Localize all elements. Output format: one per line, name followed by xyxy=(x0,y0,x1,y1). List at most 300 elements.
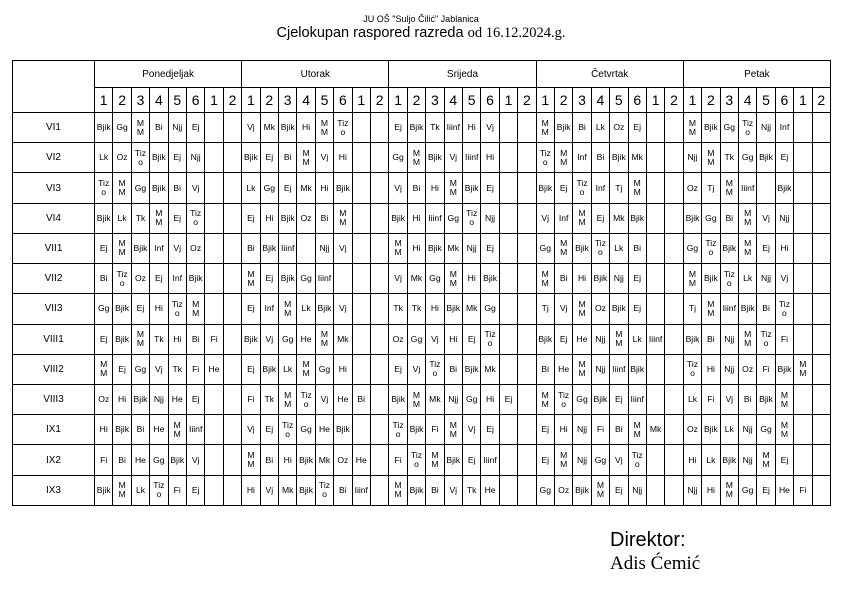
schedule-cell: Tiz o xyxy=(720,264,738,294)
schedule-cell: Hi xyxy=(462,264,480,294)
schedule-cell: M M xyxy=(186,294,204,324)
schedule-cell xyxy=(665,324,684,354)
schedule-cell: M M xyxy=(113,233,131,263)
schedule-cell xyxy=(352,324,370,354)
schedule-cell: Tiz o xyxy=(186,203,204,233)
day-header: Srijeda xyxy=(389,61,536,88)
schedule-cell xyxy=(812,445,830,475)
schedule-cell: Njj xyxy=(186,143,204,173)
schedule-cell: Mk xyxy=(628,143,646,173)
schedule-cell: Oz xyxy=(683,415,701,445)
schedule-cell xyxy=(370,445,388,475)
schedule-cell: Bjik xyxy=(683,324,701,354)
schedule-cell: Bi xyxy=(757,294,775,324)
schedule-cell xyxy=(370,475,388,505)
schedule-cell xyxy=(370,294,388,324)
schedule-cell: Ej xyxy=(481,173,499,203)
schedule-cell: Tiz o xyxy=(702,233,720,263)
schedule-cell: Bjik xyxy=(389,203,407,233)
schedule-cell: Bi xyxy=(591,143,609,173)
schedule-cell: Tk xyxy=(168,354,186,384)
period-header: 1 xyxy=(536,88,554,113)
schedule-cell: Lk xyxy=(131,475,149,505)
schedule-cell: Bjik xyxy=(407,113,425,143)
schedule-cell xyxy=(223,203,241,233)
schedule-cell: M M xyxy=(610,324,628,354)
schedule-cell: Iiinf xyxy=(720,294,738,324)
period-header: 3 xyxy=(426,88,444,113)
schedule-cell: Tk xyxy=(407,294,425,324)
schedule-cell: M M xyxy=(150,203,168,233)
schedule-cell xyxy=(352,294,370,324)
schedule-cell: Bjik xyxy=(260,233,278,263)
period-header: 2 xyxy=(554,88,572,113)
schedule-cell: Bjik xyxy=(315,294,333,324)
schedule-cell xyxy=(223,173,241,203)
schedule-cell: Vj xyxy=(260,475,278,505)
schedule-cell xyxy=(223,354,241,384)
schedule-cell: Iiinf xyxy=(628,384,646,414)
period-header: 4 xyxy=(738,88,756,113)
schedule-cell: Ej xyxy=(757,475,775,505)
schedule-cell xyxy=(665,143,684,173)
schedule-cell: Oz xyxy=(591,294,609,324)
schedule-cell: Hi xyxy=(150,294,168,324)
schedule-cell: Mk xyxy=(260,113,278,143)
schedule-cell: Ej xyxy=(113,354,131,384)
schedule-cell: Ej xyxy=(757,233,775,263)
schedule-cell: Inf xyxy=(150,233,168,263)
schedule-cell xyxy=(812,233,830,263)
schedule-cell: Ej xyxy=(481,415,499,445)
schedule-cell: Iiinf xyxy=(352,475,370,505)
schedule-cell: Njj xyxy=(757,113,775,143)
schedule-cell: Fi xyxy=(389,445,407,475)
schedule-cell: Ej xyxy=(95,233,113,263)
schedule-cell: Ej xyxy=(462,324,480,354)
schedule-cell: Ej xyxy=(775,445,793,475)
schedule-cell: Ej xyxy=(610,384,628,414)
schedule-cell: M M xyxy=(628,173,646,203)
schedule-cell xyxy=(518,475,536,505)
schedule-cell: M M xyxy=(95,354,113,384)
schedule-cell: Bjik xyxy=(444,294,462,324)
schedule-cell: Tiz o xyxy=(168,294,186,324)
schedule-cell: Gg xyxy=(536,233,554,263)
schedule-cell: Tiz o xyxy=(315,475,333,505)
schedule-cell: Bi xyxy=(407,173,425,203)
schedule-cell: Bjik xyxy=(628,203,646,233)
schedule-cell xyxy=(794,445,812,475)
schedule-cell: Bjik xyxy=(720,445,738,475)
schedule-cell: He xyxy=(554,354,572,384)
schedule-cell: Vj xyxy=(757,203,775,233)
schedule-cell: Mk xyxy=(315,445,333,475)
schedule-cell xyxy=(223,143,241,173)
schedule-cell: Vj xyxy=(186,445,204,475)
schedule-cell: M M xyxy=(757,445,775,475)
schedule-cell: Njj xyxy=(628,475,646,505)
schedule-cell xyxy=(223,475,241,505)
schedule-cell: Inf xyxy=(591,173,609,203)
schedule-cell xyxy=(223,294,241,324)
schedule-cell: M M xyxy=(720,475,738,505)
schedule-cell xyxy=(352,203,370,233)
schedule-cell: Mk xyxy=(426,384,444,414)
schedule-cell: Bi xyxy=(426,475,444,505)
schedule-cell: Bi xyxy=(610,415,628,445)
schedule-cell: Vj xyxy=(720,384,738,414)
class-name: IX1 xyxy=(13,415,95,445)
schedule-cell: Bjik xyxy=(150,173,168,203)
schedule-cell xyxy=(205,445,223,475)
schedule-cell xyxy=(297,233,315,263)
schedule-cell: Gg xyxy=(279,324,297,354)
schedule-cell xyxy=(646,264,664,294)
schedule-cell xyxy=(646,445,664,475)
schedule-cell xyxy=(812,113,830,143)
schedule-cell xyxy=(794,173,812,203)
schedule-cell: M M xyxy=(573,354,591,384)
schedule-cell xyxy=(205,113,223,143)
schedule-cell: Fi xyxy=(794,475,812,505)
schedule-cell: Ej xyxy=(591,203,609,233)
schedule-cell: Inf xyxy=(775,113,793,143)
schedule-cell: Bi xyxy=(738,384,756,414)
schedule-cell: Vj xyxy=(389,264,407,294)
schedule-cell xyxy=(205,143,223,173)
period-header: 2 xyxy=(518,88,536,113)
schedule-cell: M M xyxy=(573,203,591,233)
period-header-row xyxy=(13,88,831,113)
schedule-cell: Bjik xyxy=(186,264,204,294)
schedule-cell xyxy=(794,384,812,414)
schedule-cell: Bjik xyxy=(536,173,554,203)
schedule-cell xyxy=(499,354,517,384)
schedule-cell: Ej xyxy=(131,294,149,324)
period-header: 5 xyxy=(315,88,333,113)
schedule-cell xyxy=(370,264,388,294)
schedule-cell xyxy=(646,294,664,324)
period-header: 2 xyxy=(702,88,720,113)
period-header: 2 xyxy=(370,88,388,113)
schedule-cell: Hi xyxy=(407,203,425,233)
schedule-cell: Lk xyxy=(95,143,113,173)
schedule-cell: Bjik xyxy=(536,324,554,354)
schedule-cell xyxy=(812,294,830,324)
schedule-cell xyxy=(812,264,830,294)
schedule-cell: Tj xyxy=(683,294,701,324)
schedule-cell: Vj xyxy=(426,324,444,354)
schedule-cell xyxy=(794,294,812,324)
schedule-cell: Njj xyxy=(315,233,333,263)
table-row xyxy=(13,415,831,445)
schedule-cell: M M xyxy=(113,475,131,505)
schedule-cell: Bjik xyxy=(426,233,444,263)
table-row xyxy=(13,294,831,324)
schedule-cell xyxy=(499,324,517,354)
schedule-cell: Njj xyxy=(150,384,168,414)
schedule-cell: He xyxy=(297,324,315,354)
schedule-cell: M M xyxy=(720,173,738,203)
schedule-cell: Vj xyxy=(481,113,499,143)
schedule-cell: Bjik xyxy=(775,173,793,203)
schedule-cell: Hi xyxy=(481,143,499,173)
schedule-cell xyxy=(794,113,812,143)
schedule-cell: Oz xyxy=(610,113,628,143)
schedule-cell: M M xyxy=(131,113,149,143)
period-header: 2 xyxy=(223,88,241,113)
schedule-cell: M M xyxy=(242,264,260,294)
schedule-cell xyxy=(370,233,388,263)
schedule-cell: Gg xyxy=(573,384,591,414)
schedule-cell: Bjik xyxy=(260,354,278,384)
schedule-cell xyxy=(794,203,812,233)
schedule-cell: Oz xyxy=(683,173,701,203)
schedule-cell xyxy=(518,294,536,324)
schedule-cell: Hi xyxy=(334,143,352,173)
schedule-cell: Tk xyxy=(260,384,278,414)
schedule-cell: Bjik xyxy=(389,384,407,414)
period-header: 1 xyxy=(499,88,517,113)
schedule-cell: Tiz o xyxy=(150,475,168,505)
period-header: 5 xyxy=(168,88,186,113)
schedule-cell xyxy=(370,324,388,354)
schedule-cell: Bi xyxy=(131,415,149,445)
period-header: 1 xyxy=(352,88,370,113)
schedule-cell: Ej xyxy=(242,203,260,233)
schedule-cell: M M xyxy=(242,445,260,475)
schedule-cell: M M xyxy=(628,415,646,445)
schedule-cell: Bjik xyxy=(720,233,738,263)
schedule-cell: Bi xyxy=(554,264,572,294)
schedule-cell: Vj xyxy=(315,384,333,414)
schedule-cell: Tk xyxy=(131,203,149,233)
schedule-cell: Bjik xyxy=(444,445,462,475)
schedule-cell: Vj xyxy=(554,294,572,324)
schedule-cell: Gg xyxy=(757,415,775,445)
schedule-cell: Tk xyxy=(389,294,407,324)
schedule-cell: Gg xyxy=(462,384,480,414)
schedule-cell: Inf xyxy=(168,264,186,294)
schedule-cell xyxy=(646,143,664,173)
schedule-cell: Gg xyxy=(738,475,756,505)
schedule-cell: Hi xyxy=(462,113,480,143)
schedule-cell: Ej xyxy=(168,203,186,233)
schedule-cell xyxy=(499,415,517,445)
schedule-cell: Iiinf xyxy=(279,233,297,263)
schedule-cell: Bjik xyxy=(462,354,480,384)
schedule-cell: Inf xyxy=(554,203,572,233)
period-header: 1 xyxy=(205,88,223,113)
schedule-cell: M M xyxy=(279,294,297,324)
schedule-cell: Hi xyxy=(407,233,425,263)
class-name: VIII1 xyxy=(13,324,95,354)
schedule-cell: Ej xyxy=(260,143,278,173)
schedule-cell: M M xyxy=(444,173,462,203)
period-header: 6 xyxy=(186,88,204,113)
schedule-cell: Iiinf xyxy=(481,445,499,475)
schedule-cell xyxy=(370,203,388,233)
schedule-cell: Bjik xyxy=(481,264,499,294)
period-header: 4 xyxy=(591,88,609,113)
schedule-cell: Ej xyxy=(610,475,628,505)
class-name: VIII3 xyxy=(13,384,95,414)
schedule-cell: Bjik xyxy=(131,384,149,414)
schedule-cell: Njj xyxy=(481,203,499,233)
schedule-cell: M M xyxy=(536,384,554,414)
schedule-cell: M M xyxy=(794,354,812,384)
schedule-cell: Bjik xyxy=(610,294,628,324)
schedule-cell: Bi xyxy=(95,264,113,294)
schedule-cell: Bjik xyxy=(297,445,315,475)
schedule-cell: Njj xyxy=(444,384,462,414)
schedule-cell: Tiz o xyxy=(426,354,444,384)
schedule-cell: M M xyxy=(389,233,407,263)
schedule-cell xyxy=(499,264,517,294)
schedule-cell: M M xyxy=(444,264,462,294)
schedule-cell xyxy=(205,203,223,233)
schedule-cell: Bjik xyxy=(95,475,113,505)
schedule-cell: Hi xyxy=(573,264,591,294)
schedule-cell: Lk xyxy=(720,415,738,445)
schedule-body xyxy=(13,113,831,506)
schedule-cell: Ej xyxy=(279,173,297,203)
schedule-cell xyxy=(499,475,517,505)
schedule-cell: Ej xyxy=(168,143,186,173)
schedule-cell: Iiinf xyxy=(426,203,444,233)
schedule-cell: Fi xyxy=(186,354,204,384)
schedule-cell xyxy=(518,354,536,384)
schedule-cell xyxy=(370,173,388,203)
schedule-cell: Hi xyxy=(168,324,186,354)
schedule-cell: M M xyxy=(389,475,407,505)
schedule-cell: Lk xyxy=(279,354,297,384)
schedule-cell xyxy=(646,475,664,505)
period-header: 4 xyxy=(444,88,462,113)
schedule-cell: Ej xyxy=(150,264,168,294)
schedule-cell: He xyxy=(573,324,591,354)
schedule-cell: Fi xyxy=(775,324,793,354)
class-name: VIII2 xyxy=(13,354,95,384)
schedule-cell: M M xyxy=(554,445,572,475)
schedule-cell: Fi xyxy=(168,475,186,505)
schedule-cell: Vj xyxy=(444,143,462,173)
schedule-cell: Iiinf xyxy=(738,173,756,203)
class-name: VII3 xyxy=(13,294,95,324)
schedule-cell: M M xyxy=(554,233,572,263)
schedule-cell: Vj xyxy=(242,113,260,143)
period-header: 1 xyxy=(242,88,260,113)
day-header: Ponedjeljak xyxy=(95,61,242,88)
schedule-cell: Ej xyxy=(536,445,554,475)
schedule-cell: Tk xyxy=(426,113,444,143)
schedule-cell: Njj xyxy=(591,354,609,384)
schedule-cell: Tiz o xyxy=(389,415,407,445)
schedule-cell: Hi xyxy=(702,354,720,384)
schedule-cell: Bi xyxy=(573,113,591,143)
schedule-cell xyxy=(370,113,388,143)
schedule-cell: M M xyxy=(775,384,793,414)
schedule-cell: Lk xyxy=(628,324,646,354)
schedule-cell: Vj xyxy=(168,233,186,263)
schedule-cell: M M xyxy=(738,233,756,263)
schedule-cell: Tk xyxy=(462,475,480,505)
schedule-cell: Mk xyxy=(444,233,462,263)
schedule-cell xyxy=(646,384,664,414)
period-header: 6 xyxy=(628,88,646,113)
schedule-cell: He xyxy=(168,384,186,414)
class-name: VII2 xyxy=(13,264,95,294)
schedule-cell: Gg xyxy=(426,264,444,294)
schedule-cell xyxy=(757,173,775,203)
period-header: 5 xyxy=(610,88,628,113)
schedule-cell: Njj xyxy=(738,445,756,475)
corner-cell xyxy=(13,61,95,113)
schedule-cell: Tiz o xyxy=(536,143,554,173)
period-header: 1 xyxy=(646,88,664,113)
schedule-cell: Vj xyxy=(610,445,628,475)
table-row xyxy=(13,113,831,143)
title-text: Cjelokupan raspored razreda xyxy=(276,25,464,41)
schedule-cell: Hi xyxy=(426,294,444,324)
schedule-cell: M M xyxy=(315,113,333,143)
schedule-cell xyxy=(794,324,812,354)
schedule-cell: Tiz o xyxy=(628,445,646,475)
day-header: Petak xyxy=(683,61,830,88)
schedule-cell xyxy=(223,415,241,445)
schedule-cell xyxy=(794,233,812,263)
schedule-cell: Bjik xyxy=(150,143,168,173)
table-row xyxy=(13,143,831,173)
schedule-cell: He xyxy=(131,445,149,475)
schedule-cell xyxy=(646,233,664,263)
schedule-cell: M M xyxy=(775,415,793,445)
schedule-cell: Bjik xyxy=(113,294,131,324)
schedule-cell: Hi xyxy=(683,445,701,475)
schedule-cell: M M xyxy=(131,324,149,354)
schedule-cell: Bjik xyxy=(683,203,701,233)
schedule-cell: M M xyxy=(426,445,444,475)
schedule-cell: Vj xyxy=(407,354,425,384)
schedule-cell: Gg xyxy=(481,294,499,324)
schedule-cell xyxy=(646,113,664,143)
schedule-cell: He xyxy=(315,415,333,445)
schedule-cell: Hi xyxy=(444,324,462,354)
table-row xyxy=(13,475,831,505)
schedule-cell: Tiz o xyxy=(334,113,352,143)
schedule-cell: Fi xyxy=(757,354,775,384)
schedule-cell: Tiz o xyxy=(279,415,297,445)
schedule-cell: Gg xyxy=(297,264,315,294)
schedule-cell: Bi xyxy=(168,173,186,203)
schedule-cell: M M xyxy=(536,113,554,143)
schedule-cell: Hi xyxy=(334,354,352,384)
schedule-cell: Hi xyxy=(554,415,572,445)
schedule-cell: Lk xyxy=(610,233,628,263)
schedule-cell: Gg xyxy=(683,233,701,263)
schedule-cell: M M xyxy=(444,415,462,445)
schedule-cell: Bjik xyxy=(407,415,425,445)
schedule-cell xyxy=(205,294,223,324)
schedule-cell: Tiz o xyxy=(554,384,572,414)
schedule-cell: Ej xyxy=(775,143,793,173)
schedule-cell: Bjik xyxy=(426,143,444,173)
schedule-cell xyxy=(518,143,536,173)
title-date: od 16.12.2024.g. xyxy=(467,25,566,41)
schedule-cell xyxy=(223,113,241,143)
day-header-row xyxy=(13,61,831,88)
